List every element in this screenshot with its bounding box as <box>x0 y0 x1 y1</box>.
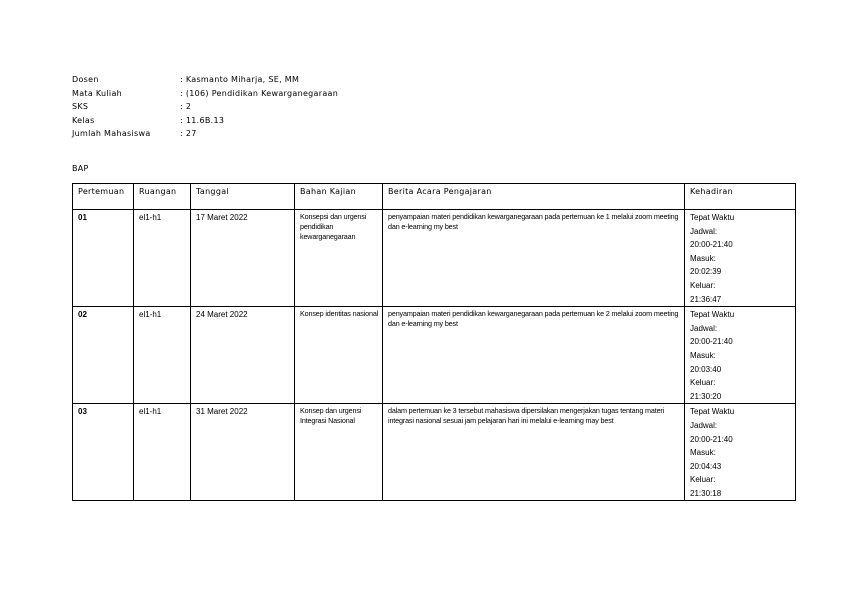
cell-berita-acara: dalam pertemuan ke 3 tersebut mahasiswa dipersilakan mengerjakan tugas tentang materi integrasi nasional sesuai jam pelajaran hari ini melalui e-learning may best <box>383 404 685 501</box>
info-label: Kelas <box>72 115 95 125</box>
info-label: Mata Kuliah <box>72 88 123 98</box>
info-value: : Kasmanto Miharja, SE, MM <box>180 75 300 84</box>
kehadiran-jadwal-value: 20:00-21:40 <box>690 240 733 250</box>
kehadiran-masuk-value: 20:03:40 <box>690 364 722 374</box>
kehadiran-status: Tepat Waktu <box>690 213 735 222</box>
kehadiran-masuk-value: 20:02:39 <box>690 267 722 277</box>
info-row-dosen <box>72 73 338 87</box>
kehadiran-jadwal-value: 20:00-21:40 <box>690 434 733 444</box>
column-header: Kehadiran <box>685 184 796 210</box>
info-label: SKS <box>72 102 89 111</box>
column-header: Bahan Kajian <box>295 184 383 210</box>
info-row-jumlah-mahasiswa <box>72 127 338 141</box>
kehadiran-keluar-label: Keluar: <box>690 378 716 388</box>
cell-kehadiran <box>685 404 796 501</box>
cell-pertemuan: 03 <box>73 404 134 501</box>
column-header: Berita Acara Pengajaran <box>383 184 685 210</box>
cell-berita-acara: penyampaian materi pendidikan kewarganegaraan pada pertemuan ke 1 melalui zoom meeting dan e-learning my best <box>383 210 685 307</box>
bap-table <box>72 183 796 501</box>
cell-bahan-kajian: Konsepsi dan urgensi pendidikan kewarganegaraan <box>295 210 383 307</box>
cell-berita-acara: penyampaian materi pendidikan kewarganegaraan pada pertemuan ke 2 melalui zoom meeting dan e-learning my best <box>383 307 685 404</box>
cell-ruangan: el1-h1 <box>134 404 191 501</box>
info-value: : 11.6B.13 <box>180 115 225 125</box>
cell-tanggal: 24 Maret 2022 <box>191 307 295 404</box>
table-row <box>73 404 796 501</box>
info-row-mata-kuliah <box>72 87 338 101</box>
cell-pertemuan: 02 <box>73 307 134 404</box>
section-title: BAP <box>72 164 89 173</box>
cell-tanggal: 17 Maret 2022 <box>191 210 295 307</box>
cell-kehadiran <box>685 307 796 404</box>
info-label: Jumlah Mahasiswa <box>72 129 151 138</box>
kehadiran-jadwal-label: Jadwal: <box>690 226 718 236</box>
kehadiran-keluar-value: 21:30:18 <box>690 488 722 498</box>
table-row <box>73 307 796 404</box>
kehadiran-jadwal-label: Jadwal: <box>690 323 718 333</box>
kehadiran-jadwal-label: Jadwal: <box>690 420 718 430</box>
kehadiran-masuk-value: 20:04:43 <box>690 461 722 471</box>
column-header: Ruangan <box>134 184 191 210</box>
kehadiran-masuk-label: Masuk: <box>690 448 716 458</box>
info-row-kelas <box>72 114 338 128</box>
cell-ruangan: el1-h1 <box>134 210 191 307</box>
kehadiran-keluar-label: Keluar: <box>690 475 716 485</box>
info-value: : (106) Pendidikan Kewarganegaraan <box>180 88 339 98</box>
column-header: Pertemuan <box>73 184 134 210</box>
kehadiran-keluar-value: 21:36:47 <box>690 294 722 304</box>
info-label: Dosen <box>72 75 99 84</box>
table-header-row <box>73 184 796 210</box>
cell-tanggal: 31 Maret 2022 <box>191 404 295 501</box>
info-value: : 27 <box>180 129 197 138</box>
kehadiran-keluar-label: Keluar: <box>690 280 716 290</box>
kehadiran-jadwal-value: 20:00-21:40 <box>690 337 733 347</box>
cell-bahan-kajian: Konsep dan urgensi Integrasi Nasional <box>295 404 383 501</box>
cell-bahan-kajian: Konsep identitas nasional <box>295 307 383 404</box>
course-info <box>72 73 338 141</box>
cell-ruangan: el1-h1 <box>134 307 191 404</box>
kehadiran-masuk-label: Masuk: <box>690 253 716 263</box>
kehadiran-status: Tepat Waktu <box>690 310 735 320</box>
cell-pertemuan: 01 <box>73 210 134 307</box>
table-row <box>73 210 796 307</box>
kehadiran-status: Tepat Waktu <box>690 407 735 417</box>
kehadiran-masuk-label: Masuk: <box>690 350 716 360</box>
column-header: Tanggal <box>191 184 295 210</box>
info-value: : 2 <box>180 102 192 111</box>
info-row-sks <box>72 100 338 114</box>
kehadiran-keluar-value: 21:30:20 <box>690 391 722 401</box>
cell-kehadiran <box>685 210 796 307</box>
